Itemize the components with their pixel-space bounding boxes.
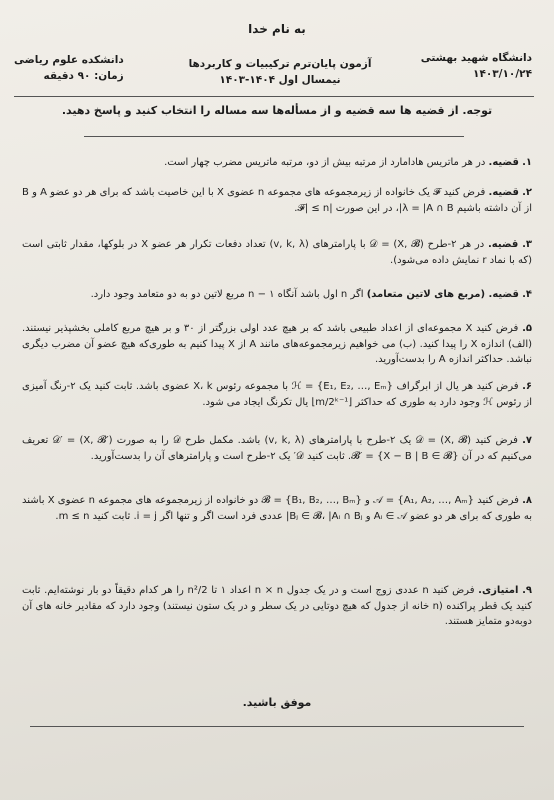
instructions-note: توجه. از قضیه ها سه قضیه و از مسأله‌ها سه مساله را انتخاب کنید و پاسخ دهید. — [61, 104, 493, 117]
header-divider — [14, 96, 534, 97]
problem-number: ۳. — [522, 239, 533, 250]
problem-number: ۵. — [522, 323, 532, 334]
problem-item — [22, 433, 532, 464]
problem-text: در هر ماتریس هادامارد از مرتبه بیش از دو، مرتبه ماتریس مضرب چهار است. — [164, 157, 486, 168]
problem-number: ۱. — [522, 157, 532, 168]
problem-item — [22, 287, 532, 303]
problem-item — [22, 493, 532, 524]
problem-text: در هر ۲-طرح 𝒟 = (X, 𝓑) با پارامترهای (v, k, λ) تعداد دفعات تکرار هر عضو X در بلوکها، مقدار ثابتی است (که با نماد r نمایش داده می‌شود). — [22, 239, 532, 266]
problem-item — [22, 237, 532, 268]
problem-number: ۷. — [522, 435, 532, 446]
problem-text: فرض کنید هر یال از ابرگراف ℋ = {E₁, E₂, …, Eₘ} با مجموعه رئوس X، k عضوی باشد. ثابت کنید یک ۲-رنگ آمیزی از رئوس ℋ وجود دارد به طوری که حداکثر ⌊m/2ᵏ⁻¹⌋ یال تکرنگ ایجاد می شود. — [22, 381, 532, 408]
problem-item — [22, 379, 532, 410]
problem-item — [22, 583, 532, 630]
problem-text: فرض کنید 𝒟 = (X, 𝓑) یک ۲-طرح با پارامترهای (v, k, λ) باشد. مکمل طرح 𝒟 را به صورت 𝒟′ = (X, 𝓑′) تعریف می‌کنیم که در آن 𝓑′ = {X − B | B ∈ 𝓑}. ثابت کنید 𝒟′ یک ۲-طرح است و پارامترهای آن را بدست‌آورید. — [22, 435, 532, 462]
bismillah-heading: به نام خدا — [248, 22, 306, 36]
exam-title: آزمون پایان‌ترم ترکیبیات و کاربردها — [188, 58, 372, 70]
problem-number: ۹. — [522, 585, 533, 596]
exam-date: ۱۴۰۳/۱۰/۲۴ — [473, 68, 532, 80]
university-name: دانشگاه شهید بهشتی — [420, 52, 532, 64]
exam-title-block — [180, 56, 380, 88]
semester-label: نیمسال اول ۱۴۰۴-۱۴۰۳ — [219, 74, 341, 86]
problem-item — [22, 155, 532, 171]
problem-title: قضیه. — [487, 239, 519, 250]
faculty-block — [14, 52, 124, 84]
problem-number: ۸. — [522, 495, 533, 506]
problem-text: فرض کنید 𝒜 = {A₁, A₂, …, Aₘ} و 𝓑 = {B₁, B₂, …, Bₘ} دو خانواده از زیرمجموعه های مجموعه n عضوی X باشند به طوری که برای هر دو عضو Aᵢ ∈ 𝒜 و Bⱼ ∈ 𝓑، |Aᵢ ∩ Bⱼ| عددی فرد است اگر و تنها اگر i = j. ثابت کنید m ≤ n. — [22, 495, 532, 522]
problem-number: ۶. — [522, 381, 532, 392]
faculty-name: دانشکده علوم ریاضی — [14, 54, 124, 66]
footer-divider — [30, 726, 524, 727]
problem-text: فرض کنید X مجموعه‌ای از اعداد طبیعی باشد که بر هیچ عدد اولی بزرگتر از ۳۰ و بر هیچ مربع کاملی بخشپذیر نیستند. (الف) اندازه X را پیدا کنید. (ب) می خواهیم زیرمجموعه‌های مانند A از X پیدا کنیم به طوری‌که هیچ عضو آن مضرب دیگری نباشد. حداکثر اندازه A را بدست‌آورید. — [22, 323, 532, 365]
problem-number: ۲. — [522, 187, 533, 198]
problem-title: قضیه. (مربع های لاتین متعامد) — [366, 289, 519, 300]
exam-time: زمان: ۹۰ دقیقه — [43, 70, 124, 82]
problem-number: ۴. — [522, 289, 532, 300]
problem-title: قضیه. — [488, 157, 519, 168]
problem-text: اگر n اول باشد آنگاه n − ۱ مربع لاتین دو به دو متعامد وجود دارد. — [90, 289, 364, 300]
university-block — [421, 50, 532, 82]
problem-item — [22, 321, 532, 368]
problem-title: قضیه. — [488, 187, 519, 198]
problem-item — [22, 185, 532, 216]
problem-title: امتیازی. — [478, 585, 519, 596]
problem-text: فرض کنید n عددی زوج است و در یک جدول n × n اعداد ۱ تا n²/2 را هر کدام دقیقاً دو بار نوشته‌ایم. ثابت کنید یک قطر پراکنده (n خانه از جدول که هیچ دوتایی در یک سطر و در یک ستون نیستند) وجود دارد که مقادیر خانه های آن دوبه‌دو متمایز هستند. — [22, 585, 532, 627]
problem-text: فرض کنید 𝓕 یک خانواده از زیرمجموعه های مجموعه n عضوی X با این خاصیت باشد که برای هر دو عضو A و B از آن داشته باشیم λ = |A ∩ B|، در این صورت |𝓕| ≤ n. — [22, 187, 532, 214]
closing-wish: موفق باشید. — [242, 696, 312, 709]
note-divider — [84, 136, 464, 137]
